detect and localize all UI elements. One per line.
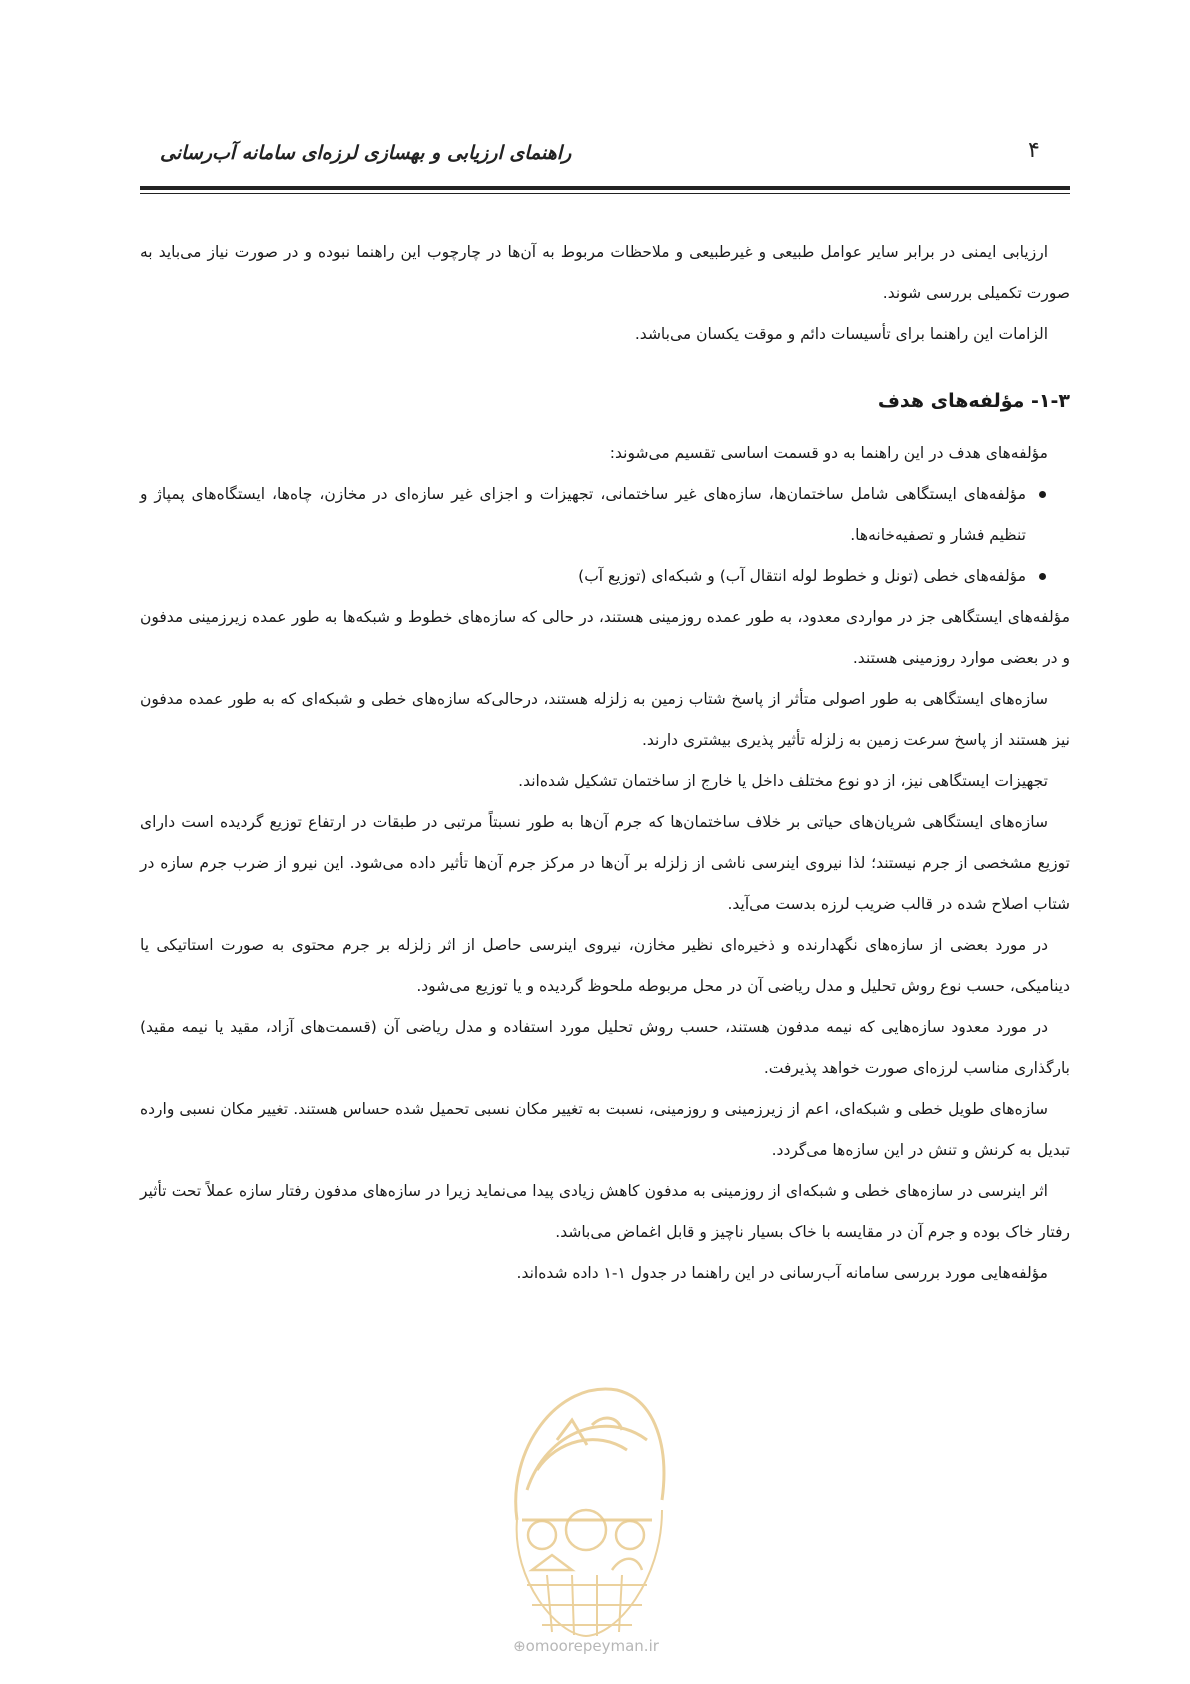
paragraph: اثر اینرسی در سازه‌های خطی و شبکه‌ای از روزمینی به مدفون کاهش زیادی پیدا می‌نماید زیرا در سازه‌های مدفون رفتار سازه عملاً تحت تأثیر رفتار خاک بوده و جرم آن در مقایسه با خاک بسیار ناچیز و قابل اغماض می‌باشد. <box>140 1182 1070 1241</box>
watermark-url <box>497 1637 675 1655</box>
paragraph: تجهیزات ایستگاهی نیز، از دو نوع مختلف داخل یا خارج از ساختمان تشکیل شده‌اند. <box>518 772 1048 790</box>
watermark-logo-icon <box>497 1370 675 1640</box>
list-item <box>140 474 1070 556</box>
paragraph: در مورد معدود سازه‌هایی که نیمه مدفون هستند، حسب روش تحلیل مورد استفاده و مدل ریاضی آن (قسمت‌های آزاد، مقید یا نیمه مقید) بارگذاری مناسب لرزه‌ای صورت خواهد پذیرفت. <box>140 1018 1070 1077</box>
header-title-wrap <box>160 142 760 164</box>
list-item-text: مؤلفه‌های خطی (تونل و خطوط لوله انتقال آب) و شبکه‌ای (توزیع آب) <box>578 567 1026 585</box>
bullet-icon <box>1039 573 1046 580</box>
list-item-text: مؤلفه‌های ایستگاهی شامل ساختمان‌ها، سازه‌های غیر ساختمانی، تجهیزات و اجزای غیر سازه‌ای در مخازن، چاه‌ها، ایستگاه‌های پمپاژ و تنظیم فشار و تصفیه‌خانه‌ها. <box>140 485 1026 544</box>
paragraph: ارزیابی ایمنی در برابر سایر عوامل طبیعی و غیرطبیعی و ملاحظات مربوط به آن‌ها در چارچوب این راهنما نبوده و در صورت نیاز می‌باید به صورت تکمیلی بررسی شوند. <box>140 243 1070 302</box>
page-header <box>140 132 1070 172</box>
list-item <box>140 556 1070 597</box>
paragraph: سازه‌های ایستگاهی شریان‌های حیاتی بر خلاف ساختمان‌ها که جرم آن‌ها به طور نسبتاً مرتبی در طبقات در ارتفاع توزیع گردیده است دارای توزیع مشخصی از جرم نیستند؛ لذا نیروی اینرسی ناشی از زلزله بر آن‌ها در مرکز جرم آن‌ها تأثیر داده می‌شود. این نیرو از ضرب جرم سازه در شتاب اصلاح شده در قالب ضریب لرزه بدست می‌آید. <box>140 813 1070 913</box>
bullet-list <box>140 474 1070 597</box>
section-heading: ۱-۳- مؤلفه‌های هدف <box>877 390 1070 412</box>
body-text <box>140 232 1070 1294</box>
page-number: ۴ <box>1028 138 1040 163</box>
paragraph: الزامات این راهنما برای تأسیسات دائم و موقت یکسان می‌باشد. <box>634 325 1048 343</box>
watermark-logo <box>497 1370 675 1670</box>
globe-icon: ⊕ <box>513 1637 526 1655</box>
paragraph: در مورد بعضی از سازه‌های نگهدارنده و ذخیره‌ای نظیر مخازن، نیروی اینرسی حاصل از اثر زلزله بر جرم محتوی به صورت استاتیکی یا دینامیکی، حسب نوع روش تحلیل و مدل ریاضی آن در محل مربوطه ملحوظ گردیده و یا توزیع می‌شود. <box>140 936 1070 995</box>
paragraph: مؤلفه‌هایی مورد بررسی سامانه آب‌رسانی در این راهنما در جدول ۱-۱ داده شده‌اند. <box>516 1264 1048 1282</box>
running-title: راهنمای ارزیابی و بهسازی لرزه‌ای سامانه آب‌رسانی <box>160 142 572 164</box>
paragraph: سازه‌های طویل خطی و شبکه‌ای، اعم از زیرزمینی و روزمینی، نسبت به تغییر مکان نسبی تحمیل شده حساس هستند. تغییر مکان نسبی وارده تبدیل به کرنش و تنش در این سازه‌ها می‌گردد. <box>140 1100 1070 1159</box>
paragraph: مؤلفه‌های هدف در این راهنما به دو قسمت اساسی تقسیم می‌شوند: <box>609 444 1048 462</box>
paragraph: مؤلفه‌های ایستگاهی جز در مواردی معدود، به طور عمده روزمینی هستند، در حالی که سازه‌های خطوط و شبکه‌ها به طور عمده زیرزمینی مدفون و در بعضی موارد روزمینی هستند. <box>140 608 1070 667</box>
header-rule-thin <box>140 193 1070 194</box>
bullet-icon <box>1039 491 1046 498</box>
watermark-url-text: omoorepeyman.ir <box>525 1637 659 1655</box>
paragraph: سازه‌های ایستگاهی به طور اصولی متأثر از پاسخ شتاب زمین به زلزله هستند، درحالی‌که سازه‌های خطی و شبکه‌ای که به طور عمده مدفون نیز هستند از پاسخ سرعت زمین به زلزله تأثیر پذیری بیشتری دارند. <box>140 690 1070 749</box>
header-rule-thick <box>140 186 1070 190</box>
